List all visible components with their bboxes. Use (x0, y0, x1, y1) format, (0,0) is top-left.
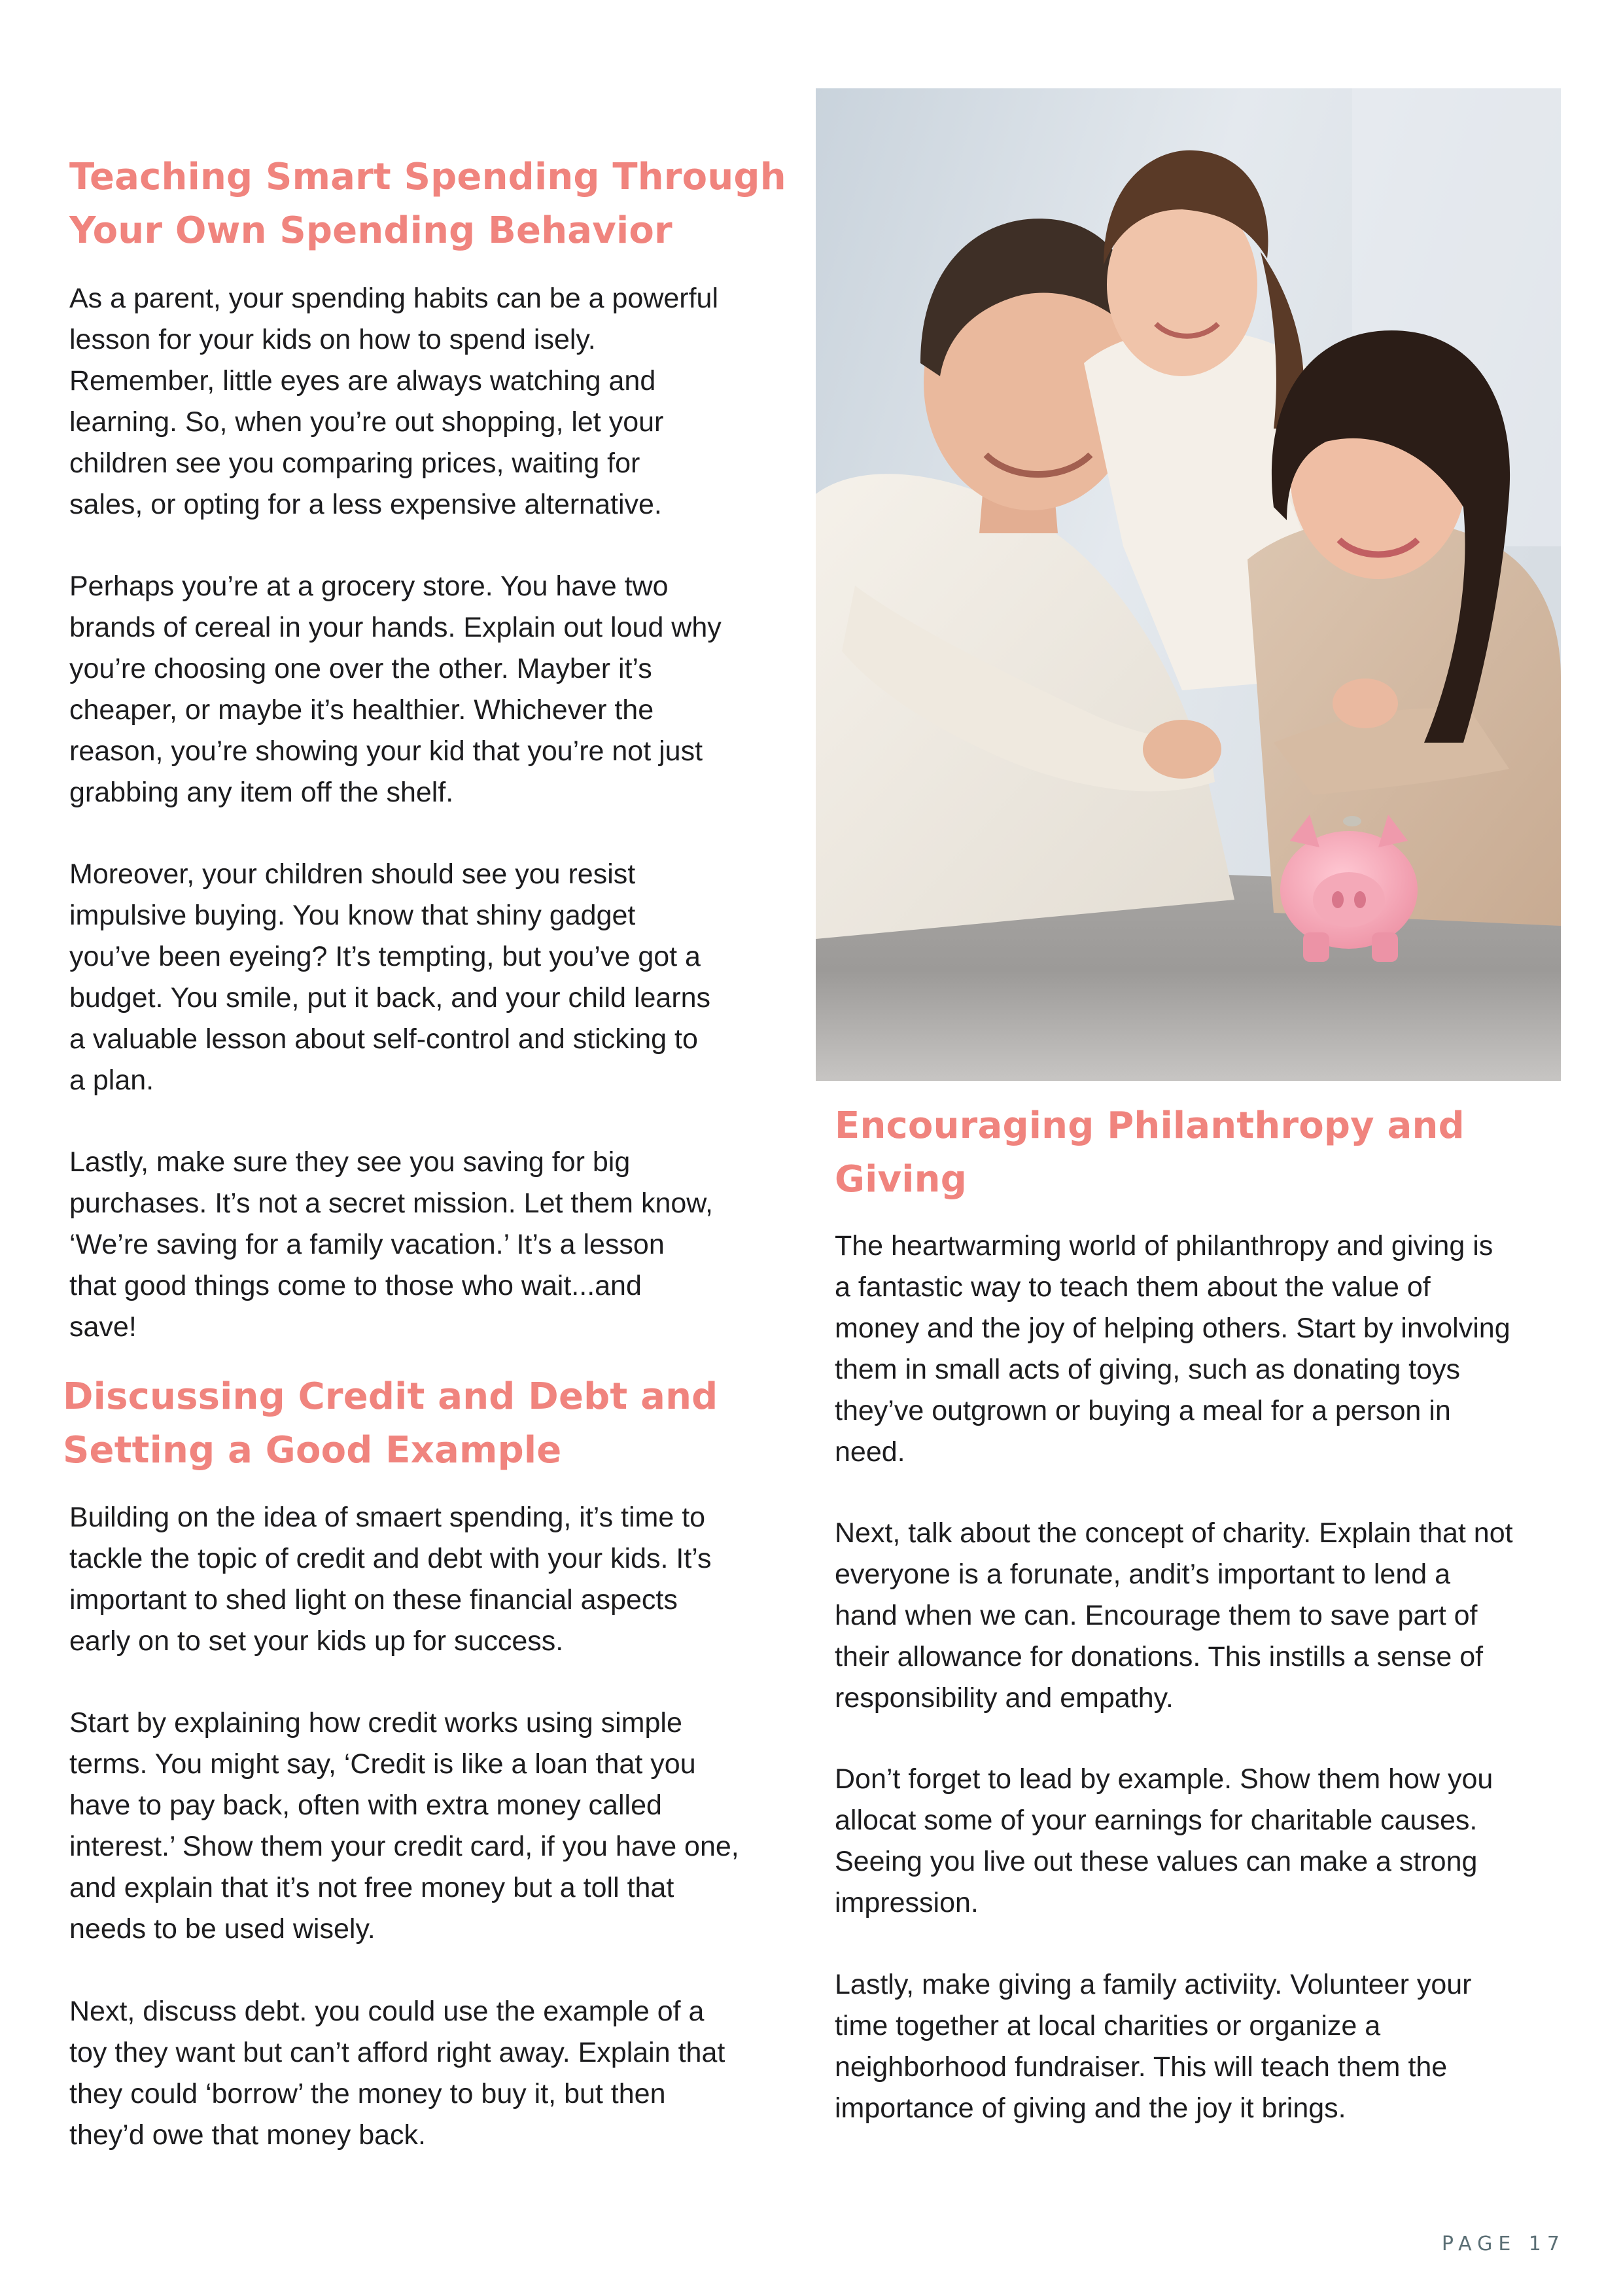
text-line: allocat some of your earnings for charitable causes. (835, 1805, 1478, 1836)
text-line: they’ve outgrown or buying a meal for a person in (835, 1395, 1451, 1426)
family-piggy-bank-photo (816, 88, 1561, 1081)
paragraph-credit-intro (69, 1497, 712, 1662)
heading-line: Teaching Smart Spending Through (69, 156, 786, 198)
text-line: Lastly, make sure they see you saving for big (69, 1146, 631, 1178)
paragraph-credit-explained (69, 1703, 739, 1950)
text-line: their allowance for donations. This instills a sense of (835, 1641, 1484, 1672)
paragraph-lead-by-example (835, 1759, 1493, 1924)
section-heading-philanthropy (835, 1099, 1465, 1207)
text-line: The heartwarming world of philanthropy and giving is (835, 1230, 1493, 1262)
heading-line: Giving (835, 1158, 968, 1201)
paragraph-grocery-store (69, 566, 722, 813)
text-line: terms. You might say, ‘Credit is like a loan that you (69, 1748, 696, 1780)
text-line: Moreover, your children should see you resist (69, 858, 636, 890)
paragraph-charity (835, 1513, 1513, 1719)
heading-line: Your Own Spending Behavior (69, 209, 672, 252)
text-line: Seeing you live out these values can make a strong (835, 1846, 1478, 1877)
text-line: budget. You smile, put it back, and your child learns (69, 982, 711, 1014)
heading-line: Discussing Credit and Debt and (63, 1375, 718, 1418)
text-line: reason, you’re showing your kid that you’re not just (69, 735, 703, 767)
text-line: Remember, little eyes are always watching and (69, 365, 656, 397)
paragraph-philanthropy-intro (835, 1226, 1510, 1473)
text-line: grabbing any item off the shelf. (69, 777, 454, 808)
text-line: a valuable lesson about self-control and sticking to (69, 1023, 698, 1055)
text-line: hand when we can. Encourage them to save part of (835, 1600, 1478, 1631)
heading-line: Setting a Good Example (63, 1429, 562, 1472)
text-line: learning. So, when you’re out shopping, let your (69, 406, 664, 438)
text-line: a fantastic way to teach them about the value of (835, 1271, 1431, 1303)
heading-line: Encouraging Philanthropy and (835, 1104, 1465, 1147)
text-line: interest.’ Show them your credit card, if you have one, (69, 1831, 739, 1862)
text-line: purchases. It’s not a secret mission. Let them know, (69, 1188, 713, 1219)
text-line: money and the joy of helping others. Start by involving (835, 1313, 1510, 1344)
text-line: impression. (835, 1887, 979, 1918)
page-number: PAGE 17 (1441, 2233, 1565, 2255)
text-line: ‘We’re saving for a family vacation.’ It’s a lesson (69, 1229, 665, 1260)
text-line: early on to set your kids up for success. (69, 1625, 564, 1657)
paragraph-spending-habits (69, 278, 718, 525)
text-line: Building on the idea of smaert spending, it’s time to (69, 1502, 706, 1533)
text-line: and explain that it’s not free money but a toll that (69, 1872, 674, 1903)
text-line: they could ‘borrow’ the money to buy it, but then (69, 2078, 666, 2110)
text-line: Next, discuss debt. you could use the example of a (69, 1996, 705, 2027)
section-heading-credit-debt (63, 1370, 718, 1477)
photo-illustration (816, 88, 1561, 1081)
text-line: Perhaps you’re at a grocery store. You have two (69, 571, 669, 602)
text-line: needs to be used wisely. (69, 1913, 375, 1945)
text-line: toy they want but can’t afford right away. Explain that (69, 2037, 725, 2068)
paragraph-impulsive-buying (69, 854, 710, 1101)
text-line: Start by explaining how credit works using simple (69, 1707, 682, 1739)
text-line: have to pay back, often with extra money called (69, 1790, 662, 1821)
text-line: tackle the topic of credit and debt with your kids. It’s (69, 1543, 712, 1574)
text-line: lesson for your kids on how to spend isely. (69, 324, 596, 355)
text-line: them in small acts of giving, such as donating toys (835, 1354, 1461, 1385)
text-line: Lastly, make giving a family activiity. Volunteer your (835, 1969, 1472, 2000)
text-line: As a parent, your spending habits can be a powerful (69, 283, 719, 314)
text-line: everyone is a forunate, andit’s important to lend a (835, 1559, 1451, 1590)
text-line: need. (835, 1436, 905, 1468)
text-line: a plan. (69, 1065, 154, 1096)
paragraph-family-activity (835, 1964, 1471, 2129)
text-line: impulsive buying. You know that shiny gadget (69, 900, 636, 931)
text-line: you’ve been eyeing? It’s tempting, but you’ve got a (69, 941, 701, 972)
text-line: Next, talk about the concept of charity. Explain that not (835, 1517, 1513, 1549)
text-line: importance of giving and the joy it brings. (835, 2093, 1346, 2124)
text-line: that good things come to those who wait...and (69, 1270, 642, 1301)
text-line: responsibility and empathy. (835, 1682, 1174, 1714)
text-line: children see you comparing prices, waiting for (69, 448, 640, 479)
section-heading-smart-spending (69, 150, 786, 258)
text-line: important to shed light on these financial aspects (69, 1584, 678, 1616)
text-line: neighborhood fundraiser. This will teach them the (835, 2051, 1448, 2083)
text-line: brands of cereal in your hands. Explain out loud why (69, 612, 722, 643)
text-line: time together at local charities or organize a (835, 2010, 1381, 2041)
paragraph-saving (69, 1142, 713, 1348)
text-line: sales, or opting for a less expensive alternative. (69, 489, 662, 520)
paragraph-debt (69, 1991, 725, 2156)
text-line: they’d owe that money back. (69, 2119, 426, 2151)
text-line: save! (69, 1311, 137, 1343)
text-line: you’re choosing one over the other. Mayber it’s (69, 653, 652, 684)
text-line: cheaper, or maybe it’s healthier. Whichever the (69, 694, 654, 726)
text-line: Don’t forget to lead by example. Show them how you (835, 1763, 1493, 1795)
